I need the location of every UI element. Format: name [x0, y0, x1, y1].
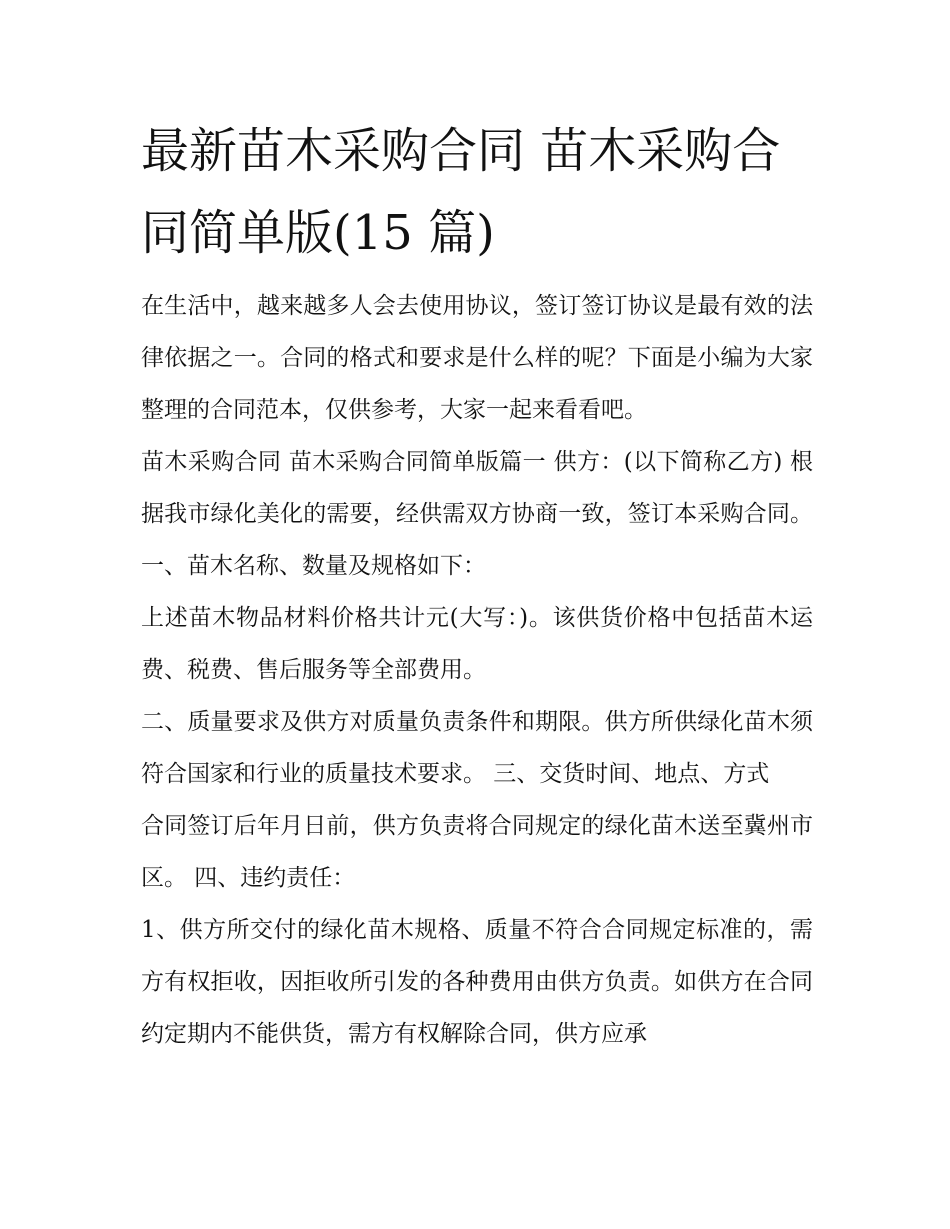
paragraph-intro: 在生活中，越来越多人会去使用协议，签订签订协议是最有效的法律依据之一。合同的格式和要求是什么样的呢？下面是小编为大家整理的合同范本，仅供参考，大家一起来看看吧。 [141, 293, 813, 423]
paragraph-delivery: 合同签订后年月日前，供方负责将合同规定的绿化苗木送至冀州市区。 四、违约责任： [141, 813, 813, 891]
page-title: 最新苗木采购合同 苗木采购合同简单版(15 篇) [141, 123, 781, 261]
paragraph-contract-header: 苗木采购合同 苗木采购合同简单版篇一 供方：(以下简称乙方) 根据我市绿化美化的需要，经供需双方协商一致，签订本采购合同。 一、苗木名称、数量及规格如下： [141, 449, 813, 579]
document-page [141, 110, 813, 1060]
paragraph-price: 上述苗木物品材料价格共计元(大写：)。该供货价格中包括苗木运费、税费、售后服务等全部费用。 [141, 605, 813, 683]
paragraph-quality: 二、质量要求及供方对质量负责条件和期限。供方所供绿化苗木须符合国家和行业的质量技术要求。 三、交货时间、地点、方式 [141, 709, 813, 787]
paragraph-liability: 1、供方所交付的绿化苗木规格、质量不符合合同规定标准的，需方有权拒收，因拒收所引发的各种费用由供方负责。如供方在合同约定期内不能供货，需方有权解除合同，供方应承 [141, 917, 813, 1047]
